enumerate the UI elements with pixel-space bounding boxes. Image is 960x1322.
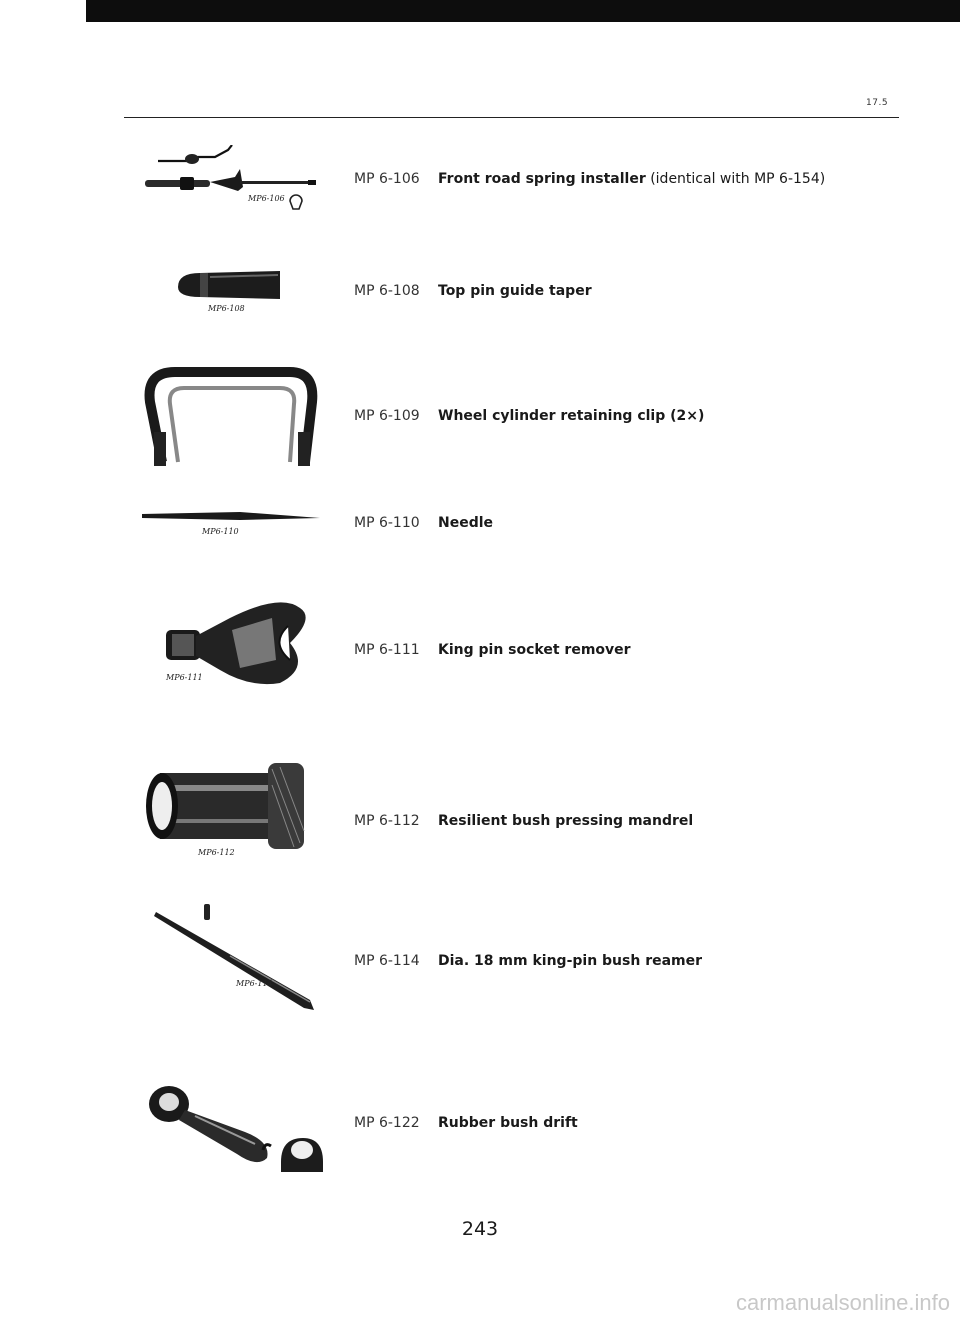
- spring-installer-illustration: [140, 145, 330, 220]
- part-stamp: MP6-109: [218, 377, 255, 386]
- tool-description: Resilient bush pressing mandrel: [438, 813, 694, 829]
- tool-description: King pin socket remover: [438, 642, 631, 658]
- tool-entry-mp6-108: [354, 283, 592, 299]
- tool-entry-mp6-106: [354, 171, 825, 187]
- tool-entry-mp6-109: [354, 408, 704, 424]
- section-number: 17.5: [866, 98, 889, 108]
- tool-entry-mp6-110: [354, 515, 493, 531]
- part-stamp: MP6-110: [202, 527, 239, 536]
- tool-note: (identical with MP 6-154): [645, 171, 826, 187]
- tool-entry-mp6-111: [354, 642, 631, 658]
- tool-description: Rubber bush drift: [438, 1115, 578, 1131]
- part-stamp: MP6-112: [198, 848, 235, 857]
- tool-code: MP 6-122: [354, 1115, 420, 1131]
- tool-code: MP 6-108: [354, 283, 420, 299]
- pressing-mandrel-illustration: [138, 755, 318, 860]
- scan-top-border: [86, 0, 960, 22]
- tool-entry-mp6-122: [354, 1115, 578, 1131]
- needle-illustration: [140, 508, 325, 538]
- tool-entry-mp6-112: [354, 813, 693, 829]
- part-stamp: MP6-111: [166, 673, 203, 682]
- part-stamp: MP6-106: [248, 194, 285, 203]
- tool-description: Dia. 18 mm king-pin bush reamer: [438, 953, 703, 969]
- guide-taper-illustration: [170, 265, 290, 315]
- tool-entry-mp6-114: [354, 953, 702, 969]
- part-stamp: MP6-108: [208, 304, 245, 313]
- socket-remover-illustration: [160, 588, 320, 693]
- tool-description: Needle: [438, 515, 494, 531]
- tool-code: MP 6-111: [354, 642, 420, 658]
- part-stamp: MP6-114: [236, 979, 273, 988]
- tool-code: MP 6-106: [354, 171, 420, 187]
- header-rule: [124, 117, 899, 118]
- page-number: 243: [461, 1218, 499, 1240]
- tool-code: MP 6-112: [354, 813, 420, 829]
- bush-drift-illustration: [145, 1080, 325, 1180]
- bush-reamer-illustration: [150, 900, 330, 1020]
- tool-code: MP 6-114: [354, 953, 420, 969]
- tool-description: Front road spring installer: [438, 171, 646, 187]
- tool-description: Top pin guide taper: [438, 283, 592, 299]
- watermark-text: carmanualsonline.info: [735, 1290, 950, 1315]
- tool-code: MP 6-109: [354, 408, 420, 424]
- tool-code: MP 6-110: [354, 515, 420, 531]
- retaining-clip-illustration: [140, 362, 325, 474]
- tool-description: Wheel cylinder retaining clip (2×): [438, 408, 705, 424]
